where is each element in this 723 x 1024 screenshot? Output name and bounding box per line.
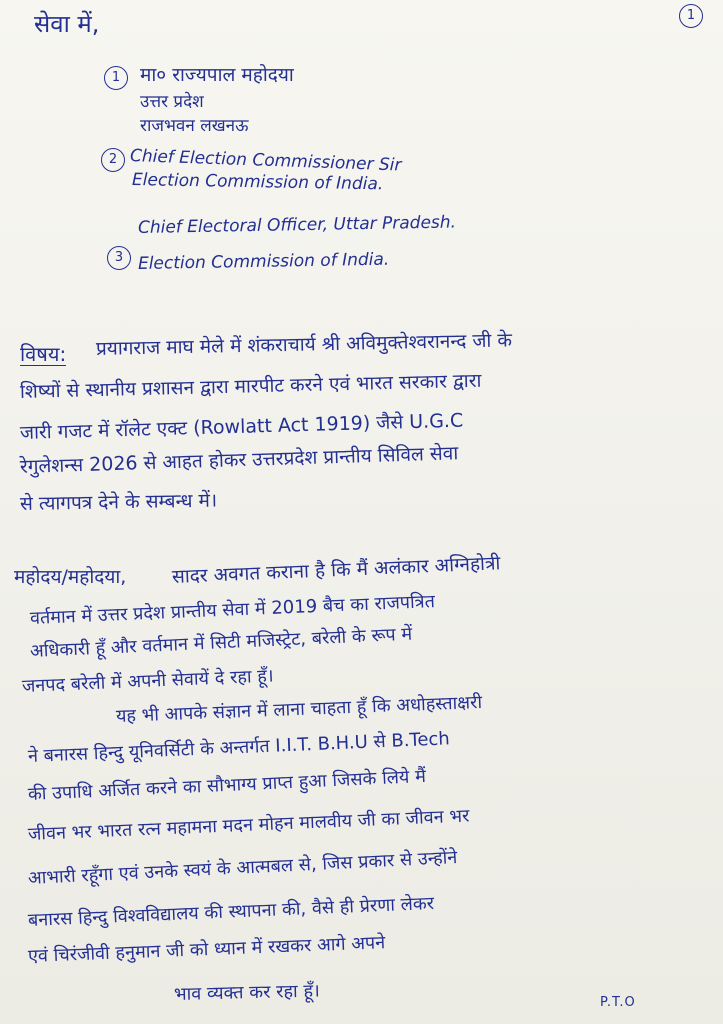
subject-line-1: प्रयागराज माघ मेले में शंकराचार्य श्री अविमुक्तेश्वरानन्द जी के <box>95 329 513 360</box>
page-number: 1 <box>679 4 703 28</box>
recipient-1-number: 1 <box>104 66 128 90</box>
pto-note: P.T.O <box>600 995 636 1010</box>
body-line-11: एवं चिरंजीवी हनुमान जी को ध्यान में रखकर आगे अपने <box>27 932 386 967</box>
recipient-2-line-2: Election Commission of India. <box>131 170 384 195</box>
recipient-2-number: 2 <box>101 148 125 172</box>
subject-label: विषय: <box>20 342 67 366</box>
body-line-6: ने बनारस हिन्दु यूनिवर्सिटी के अन्तर्गत I.I.T. B.H.U से B.Tech <box>27 728 451 767</box>
body-line-12: भाव व्यक्त कर रहा हूँ। <box>173 980 321 1005</box>
body-line-10: बनारस हिन्दु विश्वविद्यालय की स्थापना की, वैसे ही प्रेरणा लेकर <box>27 892 435 931</box>
recipient-3-line-2: Election Commission of India. <box>137 249 390 274</box>
body-line-2: वर्तमान में उत्तर प्रदेश प्रान्तीय सेवा में 2019 बैच का राजपत्रित <box>29 591 436 629</box>
recipient-3-number: 3 <box>107 246 131 270</box>
recipient-3-line-1: Chief Electoral Officer, Uttar Pradesh. <box>137 212 457 238</box>
greeting: महोदय/महोदया, <box>14 566 127 588</box>
recipient-1-line-3: राजभवन लखनऊ <box>140 116 249 136</box>
recipient-1-line-2: उत्तर प्रदेश <box>140 92 204 112</box>
body-line-8: जीवन भर भारत रत्न महामना मदन मोहन मालवीय जी का जीवन भर <box>27 805 470 845</box>
subject-line-3: जारी गजट में रॉलेट एक्ट (Rowlatt Act 1919) जैसे U.G.C <box>19 409 464 444</box>
body-line-9: आभारी रहूँगा एवं उनके स्वयं के आत्मबल से, जिस प्रकार से उन्होंने <box>27 847 458 889</box>
body-line-3: अधिकारी हूँ और वर्तमान में सिटी मजिस्ट्रेट, बरेली के रूप में <box>29 623 413 662</box>
salutation-to: सेवा में, <box>34 10 100 38</box>
body-line-5: यह भी आपके संज्ञान में लाना चाहता हूँ कि अधोहस्ताक्षरी <box>115 691 483 727</box>
recipient-1-line-1: मा० राज्यपाल महोदया <box>140 64 294 86</box>
subject-line-4: रेगुलेशन्स 2026 से आहत होकर उत्तरप्रदेश प्रान्तीय सिविल सेवा <box>19 442 459 478</box>
recipient-2-line-1: Chief Election Commissioner Sir <box>129 146 402 176</box>
body-line-1: सादर अवगत कराना है कि मैं अलंकार अग्निहोत्री <box>171 552 501 588</box>
body-line-7: की उपाधि अर्जित करने का सौभाग्य प्राप्त हुआ जिसके लिये मैं <box>27 765 427 805</box>
subject-line-5: से त्यागपत्र देने के सम्बन्ध में। <box>19 489 218 515</box>
body-line-4: जनपद बरेली में अपनी सेवायें दे रहा हूँ। <box>21 665 275 697</box>
subject-line-2: शिष्यों से स्थानीय प्रशासन द्वारा मारपीट करने एवं भारत सरकार द्वारा <box>19 369 482 403</box>
